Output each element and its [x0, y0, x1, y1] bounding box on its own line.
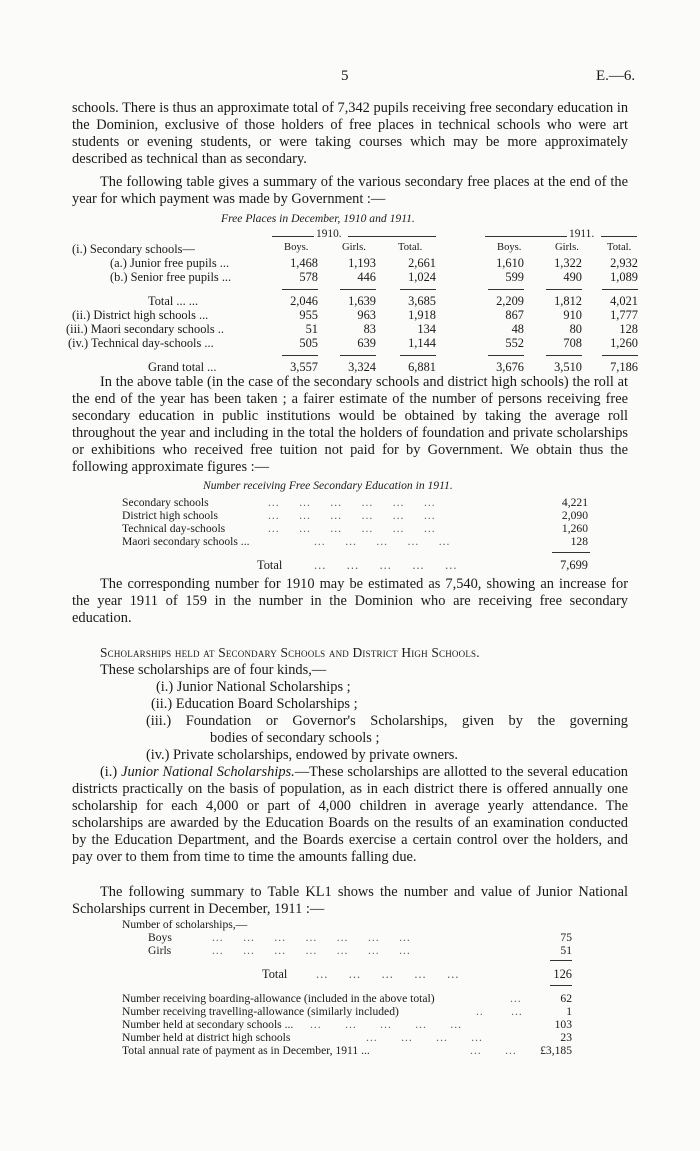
summary-total-rule: [550, 985, 572, 986]
leader-dots: ... ... ... ... ...: [316, 967, 460, 981]
row-label: (b.) Senior free pupils ...: [110, 270, 232, 284]
corresponding-paragraph: The corresponding number for 1910 may be estimated as 7,540, showing an increase for the year 1911 of 159 in the number in the Dominion who are receiving free secondary education.: [72, 576, 628, 626]
kind-item: (iv.) Private scholarships, endowed by private owners.: [146, 747, 458, 763]
summary-row: [0, 931, 700, 945]
table-row: [0, 336, 700, 350]
cell-value: 51: [305, 322, 318, 336]
subtotal-rule: [546, 289, 582, 290]
girls-label: Girls: [148, 944, 172, 957]
year-1911-rule-right: [601, 236, 637, 237]
summary-row: [0, 967, 700, 981]
cell-value: 505: [299, 336, 318, 350]
table-row: [0, 242, 700, 256]
detail-label: Number held at district high schools: [122, 1031, 291, 1044]
cell-value: 910: [563, 308, 582, 322]
cell-value: 1,918: [408, 308, 436, 322]
detail-value: 62: [560, 992, 572, 1005]
boys-label: Boys: [148, 931, 172, 944]
cell-value: 708: [563, 336, 582, 350]
number-total-rule: [552, 552, 590, 553]
cell-value: 3,510: [554, 360, 582, 374]
number-row: [0, 509, 700, 523]
number-row: [0, 522, 700, 536]
detail-label: Number receiving travelling-allowance (similarly included): [122, 1005, 399, 1018]
detail-label: Number held at secondary schools ...: [122, 1018, 294, 1031]
cell-value: 3,676: [496, 360, 524, 374]
cell-value: 2,932: [610, 256, 638, 270]
row-label: (iv.) Technical day-schools ...: [68, 336, 214, 350]
page-number: 5: [341, 68, 349, 84]
subtotal-rule: [400, 289, 436, 290]
cell-value: 48: [511, 322, 524, 336]
year-1911-rule-left: [485, 236, 567, 237]
table-row: [0, 270, 700, 284]
cell-value: 955: [299, 308, 318, 322]
number-row: [0, 535, 700, 549]
year-1910-rule-left: [272, 236, 314, 237]
cell-value: 4,021: [610, 294, 638, 308]
kind-item: (i.) Junior National Scholarships ;: [156, 679, 351, 695]
junior-paragraph-title: Junior National Scholarships.: [121, 764, 295, 780]
table-row: [0, 294, 700, 308]
total-rule: [602, 355, 638, 356]
cell-value: 1,610: [496, 256, 524, 270]
leader-dots: ... ... ... ... ...: [314, 535, 451, 548]
col-header: Boys.: [497, 242, 522, 253]
cell-value: 639: [357, 336, 376, 350]
cell-value: 1,144: [408, 336, 436, 350]
year-1911-label: 1911.: [569, 228, 595, 240]
leader-dots: ... ...: [470, 1044, 517, 1057]
cell-value: 1,193: [348, 256, 376, 270]
leader-dots: ... ... ... ... ... ...: [268, 496, 436, 509]
cell-value: 3,685: [408, 294, 436, 308]
cell-value: 578: [299, 270, 318, 284]
section-heading: [100, 645, 480, 661]
cell-value: 1,812: [554, 294, 582, 308]
total-rule: [488, 355, 524, 356]
leader-dots: ... ... ... ... ... ...: [268, 522, 436, 535]
leader-dots: ... ... ... ...: [366, 1031, 483, 1044]
leader-dots: ... ... ... ... ...: [314, 558, 458, 572]
year-1910-label: 1910.: [316, 228, 342, 240]
summary-intro-paragraph: The following summary to Table KL1 shows the number and value of Junior National Scholarships current in December, 1911 :—: [72, 884, 628, 917]
free-places-caption: Free Places in December, 1910 and 1911.: [221, 212, 415, 225]
detail-value: 103: [554, 1018, 572, 1031]
cell-value: 1,089: [610, 270, 638, 284]
row-label: (iii.) Maori secondary schools ..: [66, 322, 224, 336]
year-1910-rule-right: [348, 236, 436, 237]
number-total-label: Total: [257, 558, 283, 572]
detail-value: £3,185: [540, 1044, 572, 1057]
junior-paragraph-body: —These scholarships are allotted to the several education districts practically on the basis of population, as in each district there is offered annually one scholarship for each 4,000 or part of 4,000 children in average yearly attendance. The scholarships are awarded by the Education Boards on the results of an examination conducted by the Education Department, and the Boards exercise a certain control over the holders, and pay over to them from time to time the amounts falling due.: [72, 764, 628, 865]
leader-dots: ...: [510, 992, 522, 1005]
cell-value: 3,324: [348, 360, 376, 374]
summary-detail-row: [0, 1044, 700, 1058]
number-row-label: Maori secondary schools ...: [122, 535, 250, 548]
cell-value: 80: [569, 322, 582, 336]
cell-value: 1,777: [610, 308, 638, 322]
cell-value: 867: [505, 308, 524, 322]
number-row-label: Secondary schools: [122, 496, 209, 509]
row-label: Total ... ...: [148, 294, 199, 308]
leader-dots: ... ... ... ... ... ...: [268, 509, 436, 522]
total-rule: [282, 355, 318, 356]
row-label: (i.) Secondary schools—: [72, 242, 195, 256]
row-label: Grand total ...: [148, 360, 217, 374]
number-total-row: [0, 558, 700, 572]
number-row-label: District high schools: [122, 509, 218, 522]
cell-value: 3,557: [290, 360, 318, 374]
total-rule: [400, 355, 436, 356]
cell-value: 446: [357, 270, 376, 284]
kind-item: (ii.) Education Board Scholarships ;: [151, 696, 358, 712]
boys-value: 75: [560, 931, 572, 944]
col-header: Total.: [607, 242, 632, 253]
number-row-value: 128: [570, 535, 588, 548]
summary-row: [0, 944, 700, 958]
total-rule: [546, 355, 582, 356]
summary-detail-row: [0, 992, 700, 1006]
summary-total-value: 126: [553, 967, 572, 981]
summary-detail-row: [0, 1018, 700, 1032]
subtotal-rule: [602, 289, 638, 290]
total-rule: [340, 355, 376, 356]
summary-total-rule: [550, 960, 572, 961]
leader-dots: .. ...: [476, 1005, 523, 1018]
table-row: [0, 308, 700, 322]
cell-value: 552: [505, 336, 524, 350]
junior-national-paragraph: [72, 764, 628, 866]
cell-value: 7,186: [610, 360, 638, 374]
col-header: Total.: [398, 242, 423, 253]
detail-value: 23: [560, 1031, 572, 1044]
col-header: Girls.: [342, 242, 366, 253]
cell-value: 599: [505, 270, 524, 284]
summary-row: [0, 918, 700, 932]
summary-total-label: Total: [262, 967, 288, 981]
table-intro-paragraph: The following table gives a summary of the various secondary free places at the end of the year for which payment was made by Government :—: [72, 174, 628, 207]
cell-value: 2,209: [496, 294, 524, 308]
cell-value: 134: [417, 322, 436, 336]
number-row-label: Technical day-schools: [122, 522, 226, 535]
cell-value: 1,024: [408, 270, 436, 284]
summary-detail-row: [0, 1031, 700, 1045]
roll-paragraph: In the above table (in the case of the secondary schools and district high schools) the roll at the end of the year has been taken ; a fairer estimate of the number of persons receiving free secondary education in public institutions would be obtained by taking the average roll throughout the year and including in the total the holders of foundation and private scholarships or exhibitions who received free tuition not paid for by Government. We obtain thus the following approximate figures :—: [72, 374, 628, 475]
number-row: [0, 496, 700, 510]
number-row-value: 1,260: [561, 522, 588, 535]
col-header: Girls.: [555, 242, 579, 253]
detail-value: 1: [566, 1005, 572, 1018]
subtotal-rule: [488, 289, 524, 290]
table-row: [0, 256, 700, 270]
cell-value: 128: [619, 322, 638, 336]
row-label: (a.) Junior free pupils ...: [110, 256, 230, 270]
scholarships-label: Number of scholarships,—: [122, 918, 248, 931]
intro-paragraph: schools. There is thus an approximate total of 7,342 pupils receiving free secondary education in the Dominion, exclusive of those holders of free places in technical schools who were art students or evening students, or were taking courses which may be more approximately described as technical than as secondary.: [72, 100, 629, 167]
row-label: (ii.) District high schools ...: [72, 308, 209, 322]
cell-value: 2,046: [290, 294, 318, 308]
cell-value: 2,661: [408, 256, 436, 270]
detail-label: Number receiving boarding-allowance (included in the above total): [122, 992, 435, 1005]
table-row: [0, 360, 700, 374]
leader-dots: ... ... ... ... ... ... ...: [212, 944, 411, 957]
summary-detail-row: [0, 1005, 700, 1019]
detail-label: Total annual rate of payment as in December, 1911 ...: [122, 1044, 370, 1057]
leader-dots: ... ... ... ... ... ... ...: [212, 931, 411, 944]
kind-item: (iii.) Foundation or Governor's Scholarships, given by the governing: [146, 713, 628, 729]
cell-value: 1,468: [290, 256, 318, 270]
table-row: [0, 322, 700, 336]
cell-value: 1,260: [610, 336, 638, 350]
subtotal-rule: [340, 289, 376, 290]
girls-value: 51: [560, 944, 572, 957]
number-table-caption: Number receiving Free Secondary Education in 1911.: [203, 479, 453, 492]
subtotal-rule: [282, 289, 318, 290]
leader-dots: ... ... ... ... ...: [310, 1018, 463, 1031]
section-heading-text: Scholarships held at Secondary Schools and District High Schools.: [100, 645, 480, 660]
cell-value: 83: [363, 322, 376, 336]
cell-value: 6,881: [408, 360, 436, 374]
cell-value: 490: [563, 270, 582, 284]
page-reference: E.—6.: [596, 68, 636, 84]
number-row-value: 4,221: [561, 496, 588, 509]
junior-paragraph-lead: (i.): [100, 764, 122, 780]
cell-value: 963: [357, 308, 376, 322]
cell-value: 1,322: [554, 256, 582, 270]
number-row-value: 2,090: [561, 509, 588, 522]
kinds-intro: These scholarships are of four kinds,—: [100, 662, 327, 678]
kind-item-continuation: bodies of secondary schools ;: [210, 730, 380, 746]
col-header: Boys.: [284, 242, 309, 253]
cell-value: 1,639: [348, 294, 376, 308]
number-total-value: 7,699: [560, 558, 588, 572]
